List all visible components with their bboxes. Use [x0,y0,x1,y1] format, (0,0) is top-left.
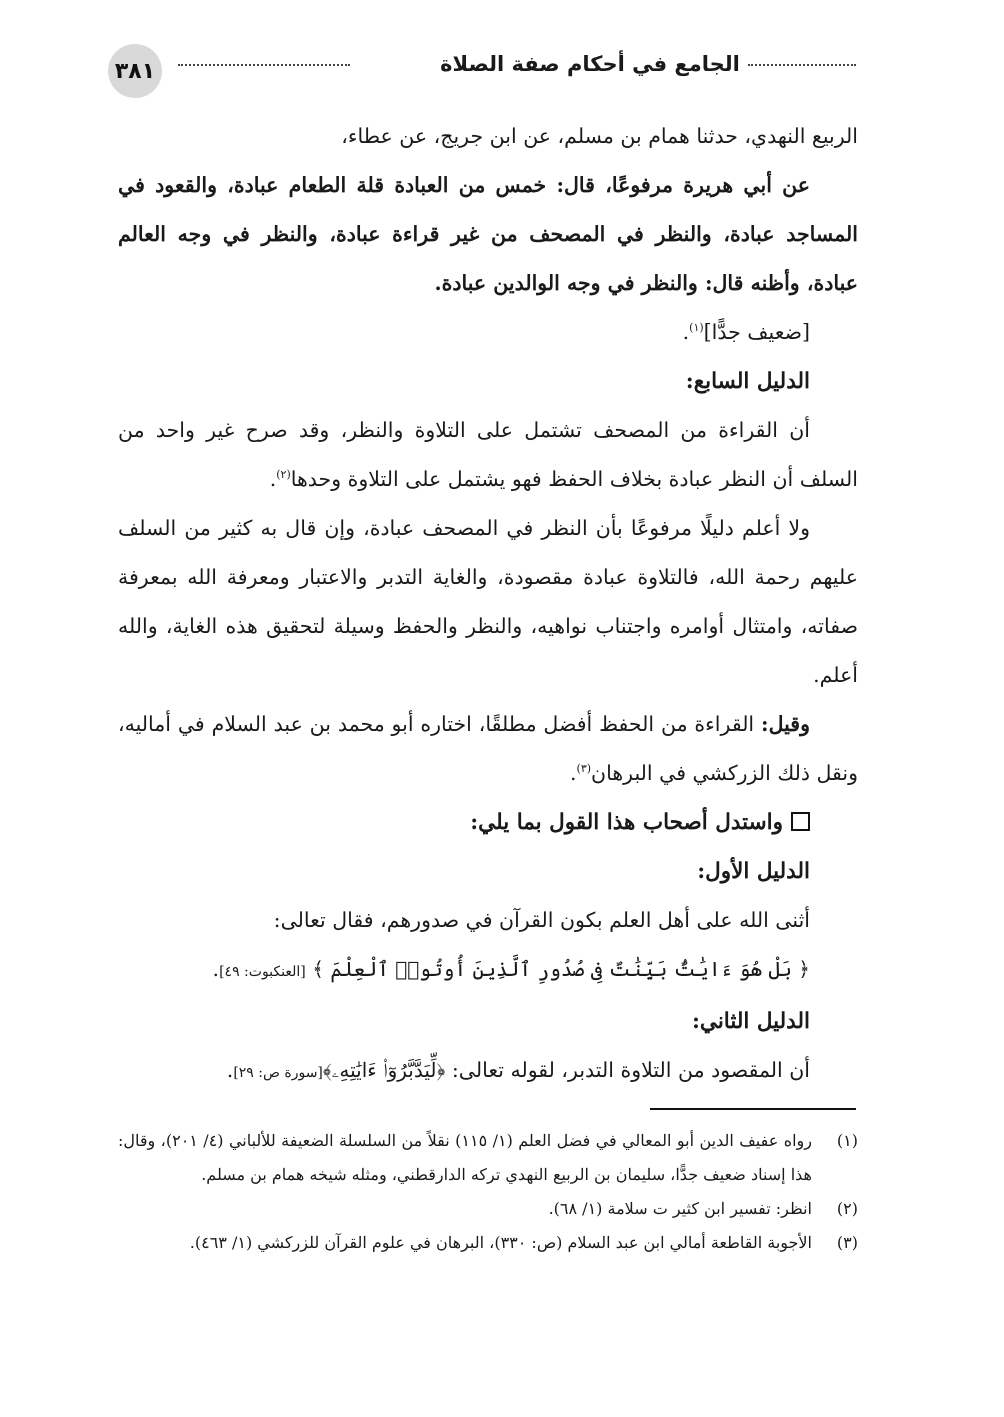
paragraph-memorization-end: . [570,761,577,785]
quran-verse-sad: ﴿لِّيَدَّبَّرُوٓا۟ ءَايَٰتِهِۦ﴾ [322,1058,446,1082]
paragraph-no-evidence: ولا أعلم دليلًا مرفوعًا بأن النظر في المصحف عبادة، وإن قال به كثير من السلف عليهم رحمة الله، فالتلاوة عبادة مقصودة، والغاية التدبر والاعتبار ومعرفة الله بمعرفة صفاته، وامتثال أوامره واجتناب نواهيه، والنظر والحفظ وسيلة لتحقيق هذه الغاية، والله أعلم. [118,516,858,687]
paragraph-memorization-opinion [118,700,858,798]
footnote-2 [118,1192,858,1226]
heading-evidences-list [118,798,858,847]
paragraph-reading-mushaf [118,406,858,504]
footnote-ref-1[interactable]: (١) [689,321,704,335]
grading-text: [ضعيف جدًّا] [703,320,810,344]
footnote-text: الأجوبة القاطعة أمالي ابن عبد السلام (ص: ٣٣٠)، البرهان في علوم القرآن للزركشي (١/ ٤٦٣). [189,1233,812,1252]
footnote-3 [118,1226,858,1260]
header-dotted-rule-left [178,64,350,66]
heading-second-evidence: الدليل الثاني: [691,1009,810,1034]
paragraph-second-evidence [118,1046,858,1098]
verse-reference-ankabut: [العنكبوت: ٤٩] [219,964,306,980]
heading-evidences-text: واستدل أصحاب هذا القول بما يلي: [470,810,783,835]
checkbox-square-icon [791,812,810,831]
paragraph-memorization-text: القراءة من الحفظ أفضل مطلقًا، اختاره أبو محمد بن عبد السلام في أماليه، ونقل ذلك الزركشي في البرهان [118,712,858,785]
footnote-number: (١) [836,1131,858,1150]
footnote-number: (٢) [836,1199,858,1218]
heading-seventh-evidence: الدليل السابع: [685,369,810,394]
paragraph-hadith: عن أبي هريرة مرفوعًا، قال: خمس من العبادة قلة الطعام عبادة، والقعود في المساجد عبادة، والنظر في المصحف من غير قراءة عبادة، والنظر في وجه العالم عبادة، وأظنه قال: والنظر في وجه الوالدين عبادة. [118,173,858,295]
verse-end-ankabut: . [212,957,220,981]
main-text [118,112,858,1098]
heading-first-evidence: الدليل الأول: [697,859,810,884]
header-dotted-rule-right [748,64,856,66]
paragraph-chain: الربيع النهدي، حدثنا همام بن مسلم، عن ابن جريج، عن عطاء، [341,124,858,148]
paragraph-reading-mushaf-text: أن القراءة من المصحف تشتمل على التلاوة والنظر، وقد صرح غير واحد من السلف أن النظر عبادة بخلاف الحفظ فهو يشتمل على التلاوة وحدها [118,418,858,491]
paragraph-grading [118,308,858,357]
qila-label: وقيل: [761,712,810,736]
paragraph-first-evidence: أثنى الله على أهل العلم بكون القرآن في صدورهم، فقال تعالى: [273,908,810,932]
verse-line-ankabut [118,945,858,997]
quran-verse-ankabut: ﴿ بَلْ هُوَ ءَايَٰتٌۢ بَيِّنَٰتٌ فِى صُدُورِ ٱلَّذِينَ أُوتُوا۟ ٱلْعِلْمَ ﴾ [312,957,810,981]
grading-end: . [682,320,690,344]
verse-reference-sad: [سورة ص: ٢٩] [233,1065,323,1081]
paragraph-reading-mushaf-end: . [269,467,277,491]
running-title: الجامع في أحكام صفة الصلاة [440,52,740,76]
footnotes [118,1124,858,1260]
footnote-text: رواه عفيف الدين أبو المعالي في فضل العلم (١/ ١١٥) نقلاً من السلسلة الضعيفة للألباني (٤/ ٢٠١)، وقال: هذا إسناد ضعيف جدًّا، سليمان بن الربيع النهدي تركه الدارقطني، ومثله شيخه همام بن مسلم. [118,1131,812,1184]
verse-end-sad: . [226,1058,234,1082]
footnote-separator [650,1108,856,1110]
paragraph-second-evidence-text: أن المقصود من التلاوة التدبر، لقوله تعالى: [445,1058,810,1082]
footnote-ref-2[interactable]: (٢) [276,468,291,482]
footnote-text: انظر: تفسير ابن كثير ت سلامة (١/ ٦٨). [548,1199,812,1218]
page-number-badge: ٣٨١ [108,44,162,98]
footnote-ref-3[interactable]: (٣) [576,762,592,776]
footnote-number: (٣) [836,1233,858,1252]
footnote-1 [118,1124,858,1192]
page-header [108,44,858,100]
